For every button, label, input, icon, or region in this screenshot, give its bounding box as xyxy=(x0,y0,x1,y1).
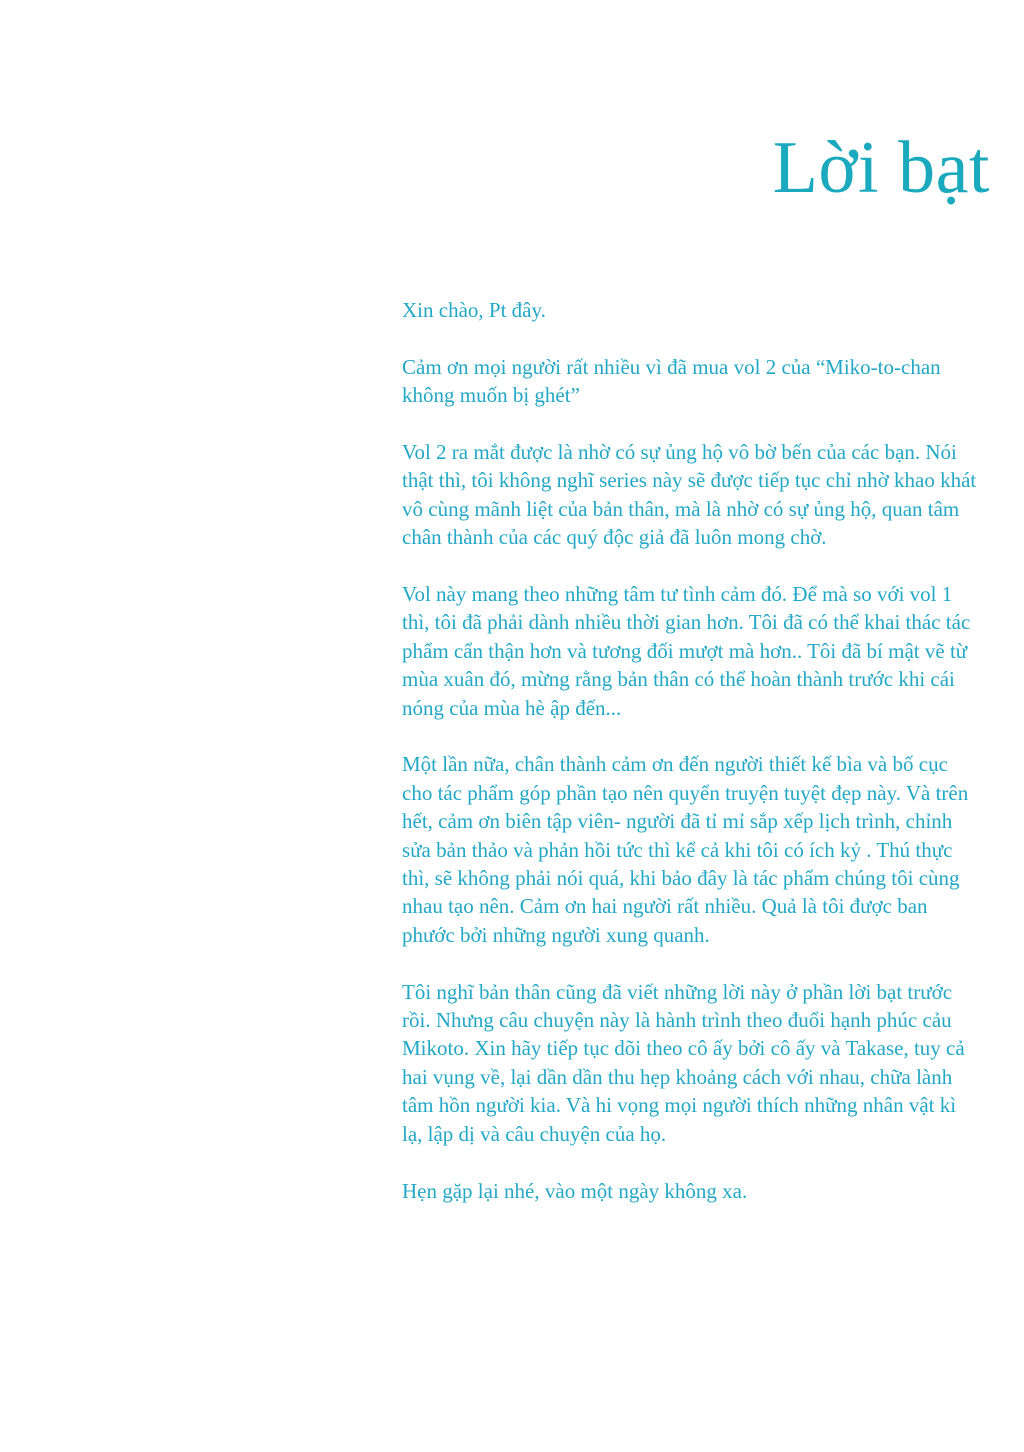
paragraph-volume: Vol này mang theo những tâm tư tình cảm đó. Để mà so với vol 1 thì, tôi đã phải dành nhiều thời gian hơn. Tôi đã có thể khai thác tác phẩm cẩn thận hơn và tương đối mượt mà hơn.. Tôi đã bí mật vẽ từ mùa xuân đó, mừng rằng bản thân có thể hoàn thành trước khi cái nóng của mùa hè ập đến... xyxy=(402,582,971,720)
paragraph-thanks: Cảm ơn mọi người rất nhiều vì đã mua vol 2 của “Miko-to-chan không muốn bị ghét” xyxy=(402,354,941,408)
paragraph-support: Vol 2 ra mắt được là nhờ có sự ủng hộ vô bờ bến của các bạn. Nói thật thì, tôi không nghĩ series này sẽ được tiếp tục chỉ nhờ khao khát vô cùng mãnh liệt của bản thân, mà là nhờ có sự ủng hộ, quan tâm chân thành của các quý độc giả đã luôn mong chờ. xyxy=(402,440,977,550)
paragraph-greeting: Xin chào, Pt đây. xyxy=(402,298,546,322)
paragraph-farewell: Hẹn gặp lại nhé, vào một ngày không xa. xyxy=(402,1178,748,1203)
paragraph-gratitude: Một lần nữa, chân thành cảm ơn đến người thiết kế bìa và bố cục cho tác phẩm góp phần tạo nên quyển truyện tuyệt đẹp này. Và trên hết, cảm ơn biên tập viên- người đã tỉ mỉ sắp xếp lịch trình, chỉnh sửa bản thảo và phản hồi tức thì kể cả khi tôi có ích kỷ . Thú thực thì, sẽ không phải nói quá, khi bảo đây là tác phẩm chúng tôi cùng nhau tạo nên. Cảm ơn hai người rất nhiều. Quả là tôi được ban phước bởi những người xung quanh. xyxy=(402,752,969,947)
afterword-body xyxy=(402,296,980,1205)
paragraph-story: Tôi nghĩ bản thân cũng đã viết những lời này ở phần lời bạt trước rồi. Nhưng câu chuyện này là hành trình theo đuổi hạnh phúc cảu Mikoto. Xin hãy tiếp tục dõi theo cô ấy bởi cô ấy và Takase, tuy cả hai vụng về, lại dần dần thu hẹp khoảng cách với nhau, chữa lành tâm hồn người kia. Và hi vọng mọi người thích những nhân vật kì lạ, lập dị và câu chuyện của họ. xyxy=(402,979,965,1146)
page-title: Lời bạt xyxy=(772,127,990,209)
